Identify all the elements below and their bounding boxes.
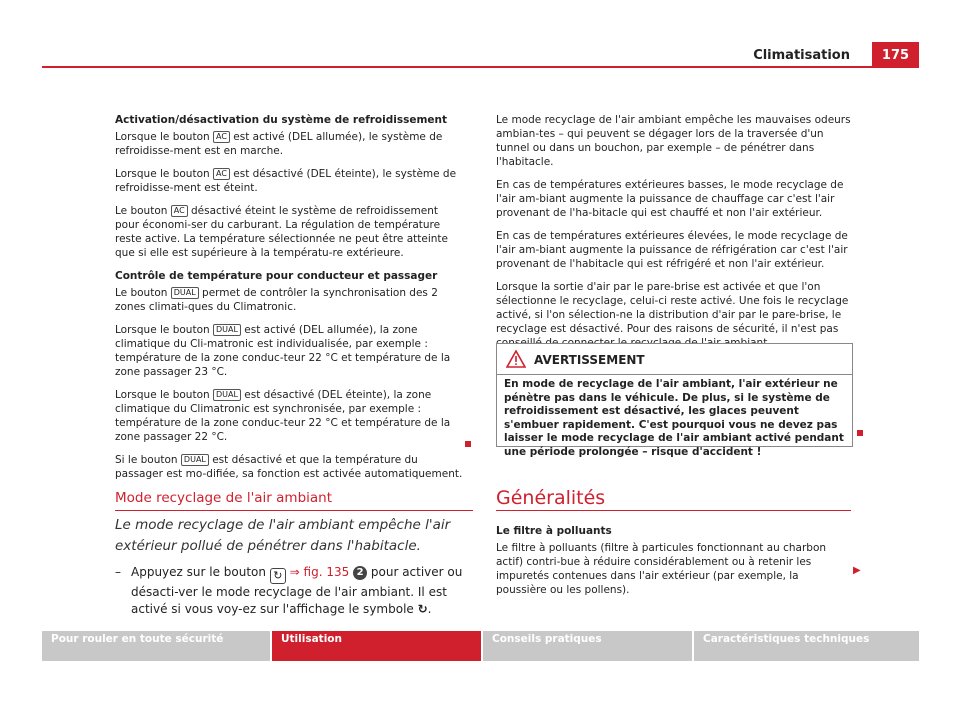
paragraph: Lorsque la sortie d'air par le pare-brise est activée et que l'on sélectionne le recyclage, celui-ci reste activé. Une fois le recyclage activé, si l'on sélection-ne la distribution d'air par le pare-brise, le recyclage est désactivé. Pour des raisons de sécurité, il n'est pas: [496, 281, 849, 335]
paragraph: En cas de températures extérieures basses, le mode recyclage de l'air am-biant augmente la puissance de chauffage car c'est l'air provenant de l'ha-bitacle qui est chauffé et non l'air extérieur.: [496, 179, 844, 219]
paragraph: Si le bouton DUAL est désactivé et que la température du passager est mo-difiée, sa fonction est activée automatiquement.: [115, 454, 463, 480]
dual-key: DUAL: [213, 389, 241, 401]
ac-key: AC: [213, 168, 230, 180]
paragraph: Lorsque le bouton DUAL est activé (DEL allumée), la zone climatique du Cli-matronic est individualisée, par exemple : température de la zone conduc-teur 22 °C et température de la zone passager 23 °C.: [115, 324, 451, 378]
warning-text: En mode de recyclage de l'air ambiant, l'air extérieur ne pénètre pas dans le véhicule. De plus, si le système de refroidissement est désactivé, les glaces peuvent s'embuer rapidement. C'est pourquoi vous ne devez pas laisser le mode recyclage de l'air ambiant activé pendant une période prolongée – risque d'accident !: [504, 378, 844, 458]
recycle-instruction: Appuyez sur le bouton ↻ ⇒ fig. 135 2 pour activer ou désacti-ver le mode recyclage de l'air ambiant. Il est activé si vous voy-ez sur l'affichage le symbole ↻.: [131, 565, 463, 616]
dual-key: DUAL: [213, 324, 241, 336]
paragraph: Le mode recyclage de l'air ambiant empêche les mauvaises odeurs ambian-tes – qui peuvent se dégager lors de la traversée d'un tunnel ou dans un bouchon, par exemple – de pénétrer dans l'habitacle.: [496, 114, 851, 168]
figure-reference-link[interactable]: ⇒ fig. 135: [289, 565, 350, 579]
paragraph: Le bouton DUAL permet de contrôler la synchronisation des 2 zones climati-ques du Climatronic.: [115, 287, 438, 313]
left-column: [115, 113, 465, 490]
header-rule: [42, 66, 919, 68]
dual-key: DUAL: [171, 287, 199, 299]
recirculation-icon: ↻: [270, 568, 286, 584]
filter-heading: Le filtre à polluants: [496, 525, 612, 537]
ac-key: AC: [171, 205, 188, 217]
recirculation-icon: ↻: [417, 602, 428, 616]
footer-tab-usage[interactable]: Utilisation: [272, 631, 481, 661]
page-number: 175: [872, 42, 919, 68]
section-end-mark: [465, 441, 471, 447]
paragraph: Le filtre à polluants (filtre à particules fonctionnant au charbon actif) contri-bue à réduire considérablement ou à retenir les impuretés contenues dans l'air extérieur (par exemple, la poussière ou les pollens).: [496, 542, 827, 596]
paragraph: Lorsque le bouton AC est désactivé (DEL éteinte), le système de refroidisse-ment est éteint.: [115, 168, 457, 194]
section-end-mark: [857, 430, 863, 436]
continue-arrow-icon: ▶: [853, 565, 861, 576]
paragraph: Lorsque le bouton DUAL est désactivé (DEL éteinte), la zone climatique du Climatronic est synchronisée, par exemple : température de la zone conduc-teur 22 °C et température de la zone passager 22 °C.: [115, 389, 451, 443]
section-rule: [496, 510, 851, 511]
recycle-section-title: Mode recyclage de l'air ambiant: [115, 490, 333, 506]
warning-header: [497, 344, 852, 375]
section-rule: [115, 510, 473, 511]
bullet-dash: –: [115, 565, 121, 579]
paragraph: Le bouton AC désactivé éteint le système de refroidissement pour économi-ser du carburant. La régulation de température reste active. La température sélectionnée ne peut être atteinte que si elle est supérieure à la températu-re extérieure.: [115, 205, 449, 259]
warning-title: AVERTISSEMENT: [534, 353, 645, 367]
warning-triangle-icon: [506, 350, 526, 368]
footer-tab-tips[interactable]: Conseils pratiques: [483, 631, 692, 661]
right-column: [496, 113, 851, 359]
recycle-intro: Le mode recyclage de l'air ambiant empêche l'air extérieur pollué de pénétrer dans l'habitacle.: [115, 517, 451, 554]
ac-key: AC: [213, 131, 230, 143]
callout-number: 2: [353, 566, 367, 580]
dual-key: DUAL: [181, 454, 209, 466]
footer-tab-specs[interactable]: Caractéristiques techniques: [694, 631, 919, 661]
general-content: [496, 524, 851, 606]
dual-heading: Contrôle de température pour conducteur et passager: [115, 270, 438, 282]
paragraph: En cas de températures extérieures élevées, le mode recyclage de l'air am-biant augmente la puissance de réfrigération car c'est l'air provenant de l'habitacle qui est réfrigéré et non l'air extérieur.: [496, 230, 848, 270]
general-section-title: Généralités: [496, 487, 606, 509]
paragraph: Lorsque le bouton AC est activé (DEL allumée), le système de refroidisse-ment est en marche.: [115, 131, 443, 157]
page-header-title: Climatisation: [753, 48, 850, 63]
cooling-heading: Activation/désactivation du système de refroidissement: [115, 114, 448, 126]
warning-box: [496, 343, 853, 458]
footer-tab-safety[interactable]: Pour rouler en toute sécurité: [42, 631, 270, 661]
